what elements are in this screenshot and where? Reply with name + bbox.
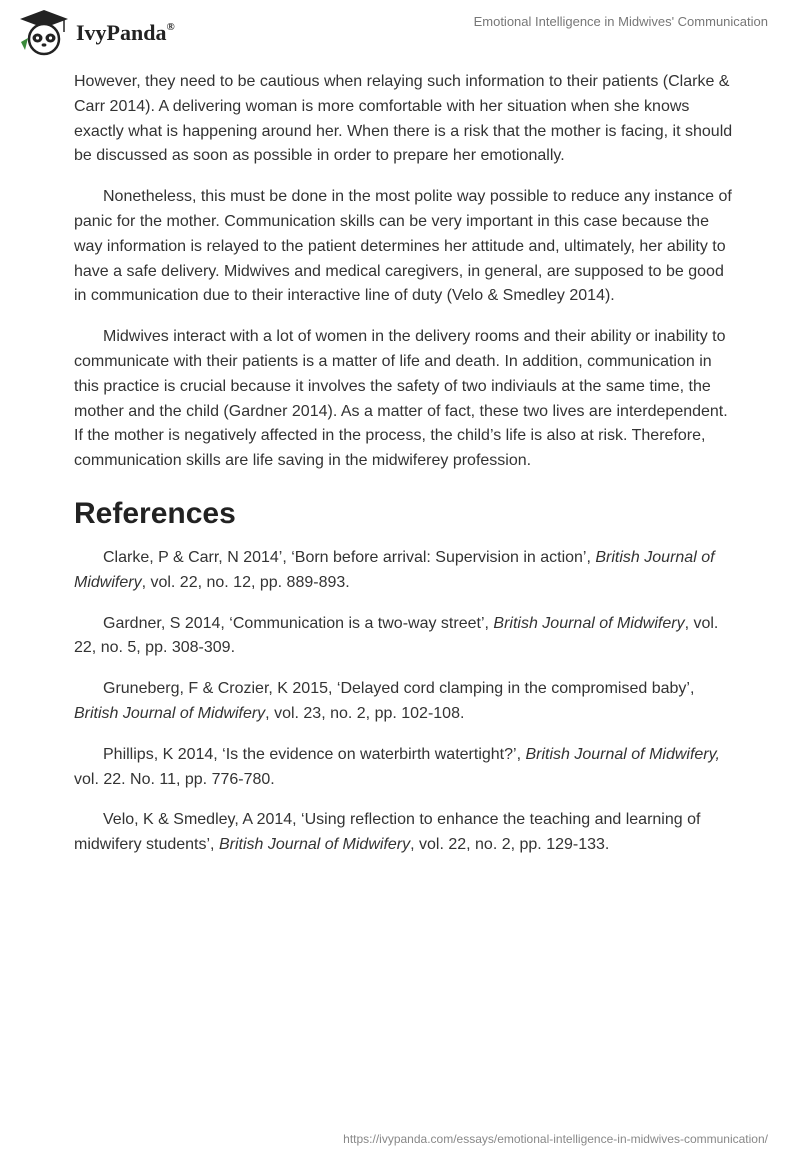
body-paragraph: Midwives interact with a lot of women in the delivery rooms and their ability or inability to communicate with their patients is a matter of life and death. In addition, communication in this practice is crucial because it involves the safety of two indiviauls at the same time, the mother and the child (Gardner 2014). As a matter of fact, these two lives are interdependent. If the mother is negatively affected in the process, the child’s life is also at risk. Therefore, communication skills are life saving in the midwiferey profession. [74, 328, 728, 470]
reference-item: Phillips, K 2014, ‘Is the evidence on waterbirth watertight?’, British Journal of Midwifery, vol. 22. No. 11, pp. 776-780. [74, 745, 720, 788]
reference-item: Gruneberg, F & Crozier, K 2015, ‘Delayed cord clamping in the compromised baby’, British Journal of Midwifery, vol. 23, no. 2, pp. 102-108. [74, 680, 695, 722]
reference-item: Velo, K & Smedley, A 2014, ‘Using reflection to enhance the teaching and learning of midwifery students’, British Journal of Midwifery, vol. 22, no. 2, pp. 129-133. [74, 811, 701, 854]
source-url-link[interactable]: https://ivypanda.com/essays/emotional-intelligence-in-midwives-communication/ [343, 1132, 768, 1146]
reference-item: Clarke, P & Carr, N 2014’, ‘Born before arrival: Supervision in action’, British Journal of Midwifery, vol. 22, no. 12, pp. 889-893. [74, 548, 715, 591]
brand-logo[interactable] [14, 8, 175, 58]
body-paragraph: Nonetheless, this must be done in the most polite way possible to reduce any instance of panic for the mother. Communication skills can be very important in this case because the way information is relayed to the patient determines her attitude and, ultimately, her ability to have a safe delivery. Midwives and medical caregivers, in general, are supposed to be good in communication due to their interactive line of duty (Velo & Smedley 2014). [74, 188, 732, 305]
references-heading: References [74, 496, 236, 530]
panda-graduation-cap-icon [14, 8, 74, 58]
reference-item: Gardner, S 2014, ‘Communication is a two-way street’, British Journal of Midwifery, vol. 22, no. 5, pp. 308-309. [74, 614, 719, 657]
page-header [0, 0, 800, 70]
brand-name: IvyPanda® [76, 20, 175, 45]
document-title: Emotional Intelligence in Midwives' Communication [473, 14, 768, 29]
essay-content [74, 70, 734, 874]
body-paragraph: However, they need to be cautious when relaying such information to their patients (Clarke & Carr 2014). A delivering woman is more comfortable with her situation when she knows exactly what is happening around her. When there is a risk that the mother is facing, it should be discussed as soon as possible in order to prepare her emotionally. [74, 73, 733, 165]
